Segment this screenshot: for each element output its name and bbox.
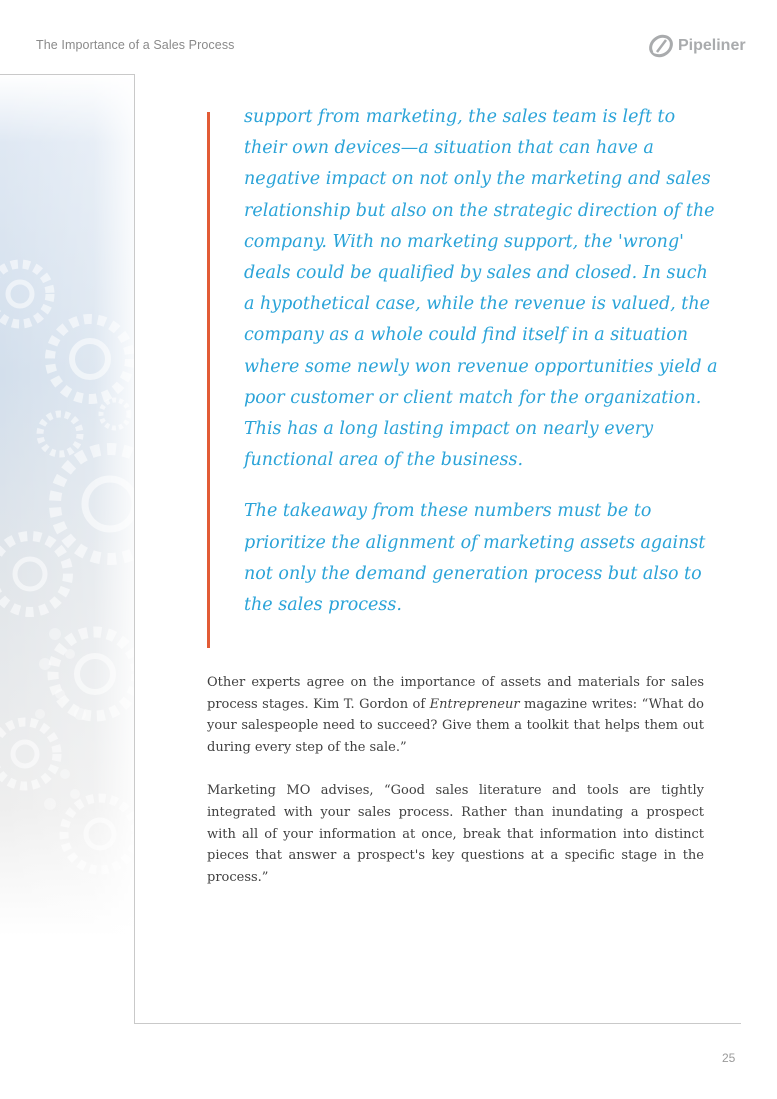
body-text-run: magazine writes: “What do your salespeople need to succeed? Give them a toolkit that helps them out during every step of the sale.” — [207, 696, 704, 755]
logo-text: Pipeliner — [678, 37, 746, 54]
body-paragraph — [207, 672, 704, 758]
publication-name: Entrepreneur — [429, 696, 520, 712]
pull-quote-paragraph: The takeaway from these numbers must be to prioritize the alignment of marketing assets against not only the demand generation process but also to the sales process. — [244, 501, 706, 616]
body-text-run: Other experts agree on the importance of assets and materials for sales process stages. Kim T. Gordon of — [207, 675, 704, 712]
pipeliner-logo-icon — [648, 34, 676, 58]
body-text — [207, 672, 704, 910]
page-number: 25 — [722, 1051, 736, 1065]
frame-left-rule — [134, 74, 135, 1024]
frame-top-rule — [0, 74, 134, 75]
pull-quote-bar — [207, 112, 210, 648]
running-header-title: The Importance of a Sales Process — [36, 38, 235, 52]
pipeliner-logo — [648, 34, 746, 58]
pull-quote-paragraph: support from marketing, the sales team is left to their own devices—a situation that can have a negative impact on not only the marketing and sales relationship but also on the strategic direction of the company. With no marketing support, the 'wrong' deals could be qualified by sales and closed. In such a hypothetical case, while the revenue is valued, the company as a whole could find itself in a situation where some newly won revenue opportunities yield a poor customer or client match for the organization. This has a long lasting impact on nearly every functional area of the business. — [244, 107, 718, 471]
body-paragraph: Marketing MO advises, “Good sales literature and tools are tightly integrated with your sales process. Rather than inundating a prospect with all of your information at once, break that information into distinct pieces that answer a prospect's key questions at a specific stage in the process.” — [207, 783, 704, 885]
gears-background-image — [0, 74, 134, 936]
frame-bottom-rule — [134, 1023, 741, 1024]
pull-quote — [244, 102, 719, 641]
